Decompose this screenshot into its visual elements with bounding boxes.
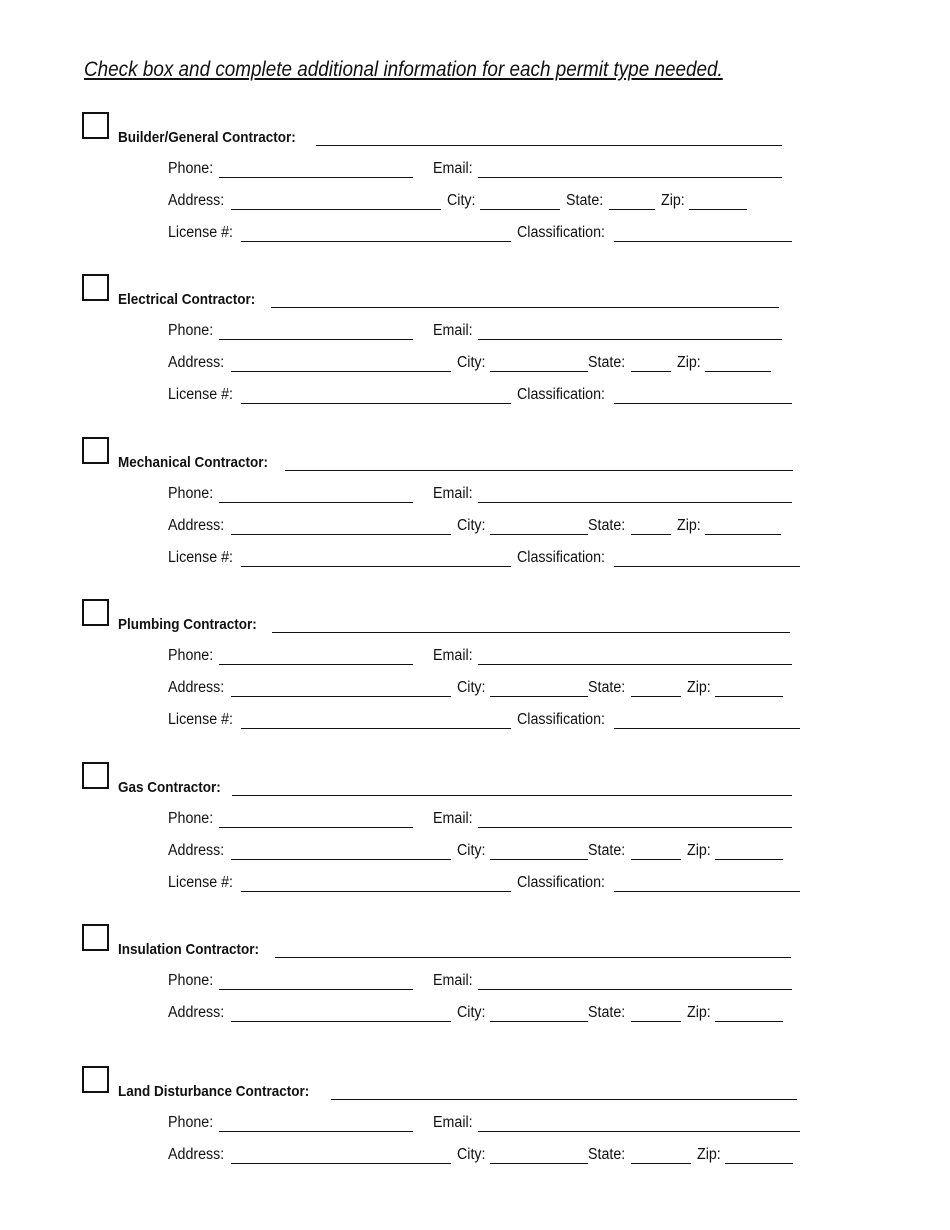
zip-field[interactable] <box>689 193 747 210</box>
license-field[interactable] <box>241 875 511 892</box>
city-field[interactable] <box>480 193 560 210</box>
phone-label: Phone: <box>168 1114 214 1131</box>
email-label: Email: <box>433 810 473 827</box>
city-field[interactable] <box>490 1147 588 1164</box>
zip-label: Zip: <box>676 517 701 534</box>
title-row <box>118 774 798 796</box>
zip-label: Zip: <box>686 842 711 859</box>
phone-field[interactable] <box>219 161 413 178</box>
section-title: Electrical Contractor: <box>118 291 256 308</box>
state-field[interactable] <box>631 518 671 535</box>
classification-label: Classification: <box>516 549 605 566</box>
city-field[interactable] <box>490 680 588 697</box>
state-label: State: <box>588 1004 626 1021</box>
phone-label: Phone: <box>168 485 214 502</box>
city-label: City: <box>457 517 486 534</box>
city-label: City: <box>457 1146 486 1163</box>
email-label: Email: <box>433 972 473 989</box>
state-field[interactable] <box>631 843 681 860</box>
state-label: State: <box>588 517 626 534</box>
email-field[interactable] <box>478 811 792 828</box>
license-row <box>168 220 798 242</box>
phone-email-row <box>168 968 798 990</box>
address-row <box>168 838 789 860</box>
zip-field[interactable] <box>715 843 783 860</box>
mechanical-contractor-checkbox[interactable] <box>82 437 109 464</box>
license-field[interactable] <box>241 225 511 242</box>
state-field[interactable] <box>631 355 671 372</box>
builder-general-contractor-checkbox[interactable] <box>82 112 109 139</box>
state-field[interactable] <box>609 193 655 210</box>
email-label: Email: <box>433 322 473 339</box>
license-label: License #: <box>168 224 234 241</box>
contractor-name-field[interactable] <box>275 941 791 958</box>
address-field[interactable] <box>231 843 451 860</box>
address-row <box>168 1000 789 1022</box>
phone-field[interactable] <box>219 973 413 990</box>
title-row <box>118 449 799 471</box>
address-label: Address: <box>168 1146 225 1163</box>
license-row <box>168 707 806 729</box>
city-label: City: <box>457 842 486 859</box>
phone-field[interactable] <box>219 648 413 665</box>
address-label: Address: <box>168 354 225 371</box>
license-field[interactable] <box>241 550 511 567</box>
license-label: License #: <box>168 549 234 566</box>
phone-field[interactable] <box>219 1115 413 1132</box>
gas-contractor-checkbox[interactable] <box>82 762 109 789</box>
zip-field[interactable] <box>705 518 781 535</box>
phone-field[interactable] <box>219 323 413 340</box>
classification-label: Classification: <box>516 711 605 728</box>
license-label: License #: <box>168 386 234 403</box>
state-field[interactable] <box>631 680 681 697</box>
state-label: State: <box>566 192 604 209</box>
state-field[interactable] <box>631 1005 681 1022</box>
city-field[interactable] <box>490 843 588 860</box>
phone-email-row <box>168 1110 806 1132</box>
phone-label: Phone: <box>168 810 214 827</box>
section-title: Insulation Contractor: <box>118 941 260 958</box>
zip-field[interactable] <box>715 1005 783 1022</box>
title-row <box>118 286 785 308</box>
license-label: License #: <box>168 711 234 728</box>
electrical-contractor-checkbox[interactable] <box>82 274 109 301</box>
section-title: Builder/General Contractor: <box>118 129 296 146</box>
address-row <box>168 513 787 535</box>
city-field[interactable] <box>490 1005 588 1022</box>
address-row <box>168 1142 799 1164</box>
license-row <box>168 870 806 892</box>
email-field[interactable] <box>478 486 792 503</box>
phone-email-row <box>168 806 798 828</box>
address-label: Address: <box>168 517 225 534</box>
zip-label: Zip: <box>686 1004 711 1021</box>
phone-email-row <box>168 643 798 665</box>
zip-label: Zip: <box>676 354 701 371</box>
state-label: State: <box>588 679 626 696</box>
email-field[interactable] <box>478 648 792 665</box>
phone-label: Phone: <box>168 647 214 664</box>
section-title: Mechanical Contractor: <box>118 454 269 471</box>
address-label: Address: <box>168 842 225 859</box>
insulation-contractor-checkbox[interactable] <box>82 924 109 951</box>
classification-label: Classification: <box>516 874 605 891</box>
address-field[interactable] <box>231 1147 451 1164</box>
license-field[interactable] <box>241 712 511 729</box>
zip-label: Zip: <box>696 1146 721 1163</box>
email-field[interactable] <box>478 1115 800 1132</box>
address-label: Address: <box>168 192 225 209</box>
address-row <box>168 350 777 372</box>
title-row <box>118 611 796 633</box>
email-field[interactable] <box>478 973 792 990</box>
zip-field[interactable] <box>725 1147 793 1164</box>
classification-label: Classification: <box>516 386 605 403</box>
license-label: License #: <box>168 874 234 891</box>
form-heading: Check box and complete additional information for each permit type needed. <box>84 58 723 81</box>
phone-field[interactable] <box>219 486 413 503</box>
city-label: City: <box>447 192 476 209</box>
address-label: Address: <box>168 1004 225 1021</box>
contractor-name-field[interactable] <box>272 616 790 633</box>
city-field[interactable] <box>490 355 588 372</box>
city-label: City: <box>457 1004 486 1021</box>
contractor-name-field[interactable] <box>271 291 779 308</box>
contractor-name-field[interactable] <box>232 779 792 796</box>
city-field[interactable] <box>490 518 588 535</box>
email-field[interactable] <box>478 161 782 178</box>
zip-field[interactable] <box>705 355 771 372</box>
address-field[interactable] <box>231 1005 451 1022</box>
state-label: State: <box>588 1146 626 1163</box>
address-field[interactable] <box>231 680 451 697</box>
zip-field[interactable] <box>715 680 783 697</box>
address-field[interactable] <box>231 355 451 372</box>
title-row <box>118 936 797 958</box>
land-disturbance-contractor-checkbox[interactable] <box>82 1066 109 1093</box>
city-label: City: <box>457 679 486 696</box>
classification-field[interactable] <box>614 225 792 242</box>
zip-label: Zip: <box>686 679 711 696</box>
contractor-name-field[interactable] <box>331 1083 797 1100</box>
email-label: Email: <box>433 160 473 177</box>
address-field[interactable] <box>231 193 441 210</box>
city-label: City: <box>457 354 486 371</box>
address-row <box>168 188 753 210</box>
classification-field[interactable] <box>614 550 800 567</box>
classification-label: Classification: <box>516 224 605 241</box>
email-field[interactable] <box>478 323 782 340</box>
address-label: Address: <box>168 679 225 696</box>
email-label: Email: <box>433 647 473 664</box>
phone-email-row <box>168 318 788 340</box>
classification-field[interactable] <box>614 387 792 404</box>
classification-field[interactable] <box>614 875 800 892</box>
title-row <box>118 124 788 146</box>
license-row <box>168 382 798 404</box>
state-label: State: <box>588 842 626 859</box>
phone-email-row <box>168 156 788 178</box>
phone-label: Phone: <box>168 160 214 177</box>
phone-label: Phone: <box>168 972 214 989</box>
address-row <box>168 675 789 697</box>
license-row <box>168 545 806 567</box>
contractor-name-field[interactable] <box>285 454 793 471</box>
phone-field[interactable] <box>219 811 413 828</box>
section-title: Gas Contractor: <box>118 779 221 796</box>
classification-field[interactable] <box>614 712 800 729</box>
email-label: Email: <box>433 485 473 502</box>
state-label: State: <box>588 354 626 371</box>
email-label: Email: <box>433 1114 473 1131</box>
contractor-name-field[interactable] <box>316 129 782 146</box>
title-row <box>118 1078 803 1100</box>
license-field[interactable] <box>241 387 511 404</box>
section-title: Plumbing Contractor: <box>118 616 257 633</box>
address-field[interactable] <box>231 518 451 535</box>
zip-label: Zip: <box>660 192 685 209</box>
state-field[interactable] <box>631 1147 691 1164</box>
phone-label: Phone: <box>168 322 214 339</box>
section-title: Land Disturbance Contractor: <box>118 1083 310 1100</box>
phone-email-row <box>168 481 798 503</box>
plumbing-contractor-checkbox[interactable] <box>82 599 109 626</box>
